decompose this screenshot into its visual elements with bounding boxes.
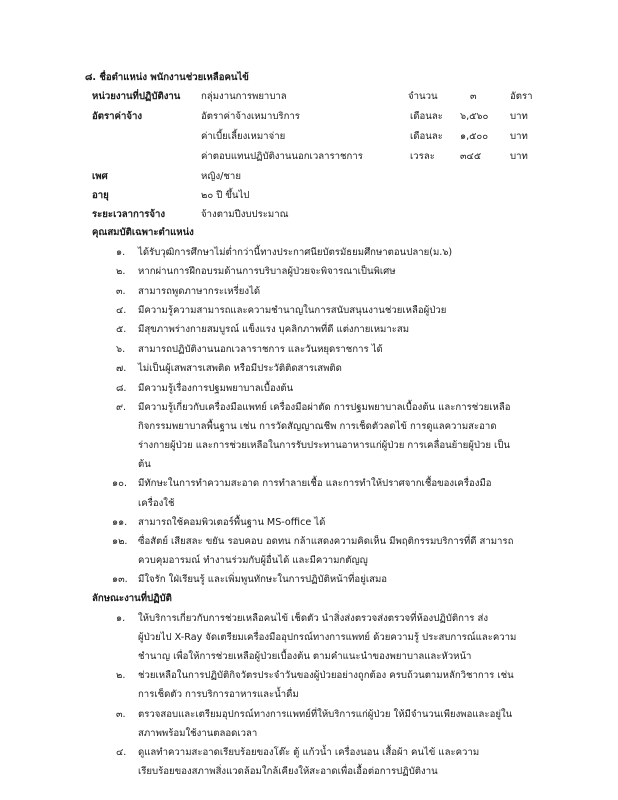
wage-name: ค่าเบี้ยเลี้ยงเหมาจ่าย bbox=[201, 131, 286, 142]
list-number: ๑๑. bbox=[112, 517, 128, 528]
wage-amount: ๑,๕๐๐ bbox=[460, 131, 489, 142]
list-item: ได้รับวุฒิการศึกษาไม่ต่ำกว่านี้ทางประกาศนียบัตรมัธยมศึกษาตอนปลาย(ม.๖) bbox=[138, 247, 453, 258]
wage-name: ค่าตอบแทนปฏิบัติงานนอกเวลาราชการ bbox=[201, 151, 363, 162]
count-value: ๓ bbox=[470, 91, 477, 102]
list-number: ๕. bbox=[116, 324, 127, 335]
list-number: ๒. bbox=[116, 670, 126, 681]
list-number: ๔. bbox=[116, 305, 127, 316]
wage-amount: ๓๔๕ bbox=[460, 151, 482, 162]
list-number: ๑๓. bbox=[112, 574, 128, 585]
wage-unit: บาท bbox=[510, 111, 528, 122]
list-number: ๘. bbox=[116, 383, 127, 394]
wage-unit: บาท bbox=[510, 151, 528, 162]
list-number: ๒. bbox=[116, 266, 126, 277]
list-item-continuation: สภาพพร้อมใช้งานตลอดเวลา bbox=[138, 728, 258, 739]
wage-period: เดือนละ bbox=[410, 111, 443, 122]
list-item: มีความรู้เกี่ยวกับเครื่องมือแพทย์ เครื่องมือผ่าตัด การปฐมพยาบาลเบื้องต้น และการช่วยเหลือ bbox=[138, 402, 511, 413]
wage-amount: ๖,๕๖๐ bbox=[460, 111, 489, 122]
list-item-continuation: ต้น bbox=[138, 459, 151, 470]
list-item-continuation: เครื่องใช้ bbox=[138, 498, 175, 509]
list-item-continuation: ชำนาญ เพื่อให้การช่วยเหลือผู้ป่วยเบื้องต้น ตามคำแนะนำของพยาบาลและหัวหน้า bbox=[138, 651, 472, 662]
list-item: มีความรู้เรื่องการปฐมพยาบาลเบื้องต้น bbox=[138, 383, 294, 394]
count-unit: อัตรา bbox=[510, 91, 533, 102]
employment-period-label: ระยะเวลาการจ้าง bbox=[92, 209, 166, 220]
list-item: ซื่อสัตย์ เสียสละ ขยัน รอบคอบ อดทน กล้าแสดงความคิดเห็น มีพฤติกรรมบริการที่ดี สามารถ bbox=[138, 536, 514, 547]
duties-title: ลักษณะงานที่ปฏิบัติ bbox=[92, 593, 172, 604]
unit-label: หน่วยงานที่ปฏิบัติงาน bbox=[92, 91, 181, 102]
list-item-continuation: กิจกรรมพยาบาลพื้นฐาน เช่น การวัดสัญญาณชีพ การเช็ดตัวลดไข้ การดูแลความสะอาด bbox=[138, 421, 497, 432]
list-item-continuation: เรียบร้อยของสภาพสิ่งแวดล้อมใกล้เคียงให้สะอาดเพื่อเอื้อต่อการปฏิบัติงาน bbox=[138, 766, 438, 777]
list-item-continuation: การเช็ดตัว การบริการอาหารและน้ำดื่ม bbox=[138, 689, 299, 700]
unit-value: กลุ่มงานการพยาบาล bbox=[201, 91, 287, 102]
age-value: ๒๐ ปี ขึ้นไป bbox=[201, 190, 250, 201]
list-item-continuation: ควบคุมอารมณ์ ทำงานร่วมกับผู้อื่นได้ และมีความกตัญญู bbox=[138, 555, 368, 566]
list-item: มีความรู้ความสามารถและความชำนาญในการสนับสนุนงานช่วยเหลือผู้ป่วย bbox=[138, 305, 447, 316]
wage-unit: บาท bbox=[510, 131, 528, 142]
wage-period: เดือนละ bbox=[410, 131, 443, 142]
list-item: ช่วยเหลือในการปฏิบัติกิจวัตรประจำวันของผู้ป่วยอย่างถูกต้อง ครบถ้วนตามหลักวิชาการ เช่น bbox=[138, 670, 514, 681]
wage-label: อัตราค่าจ้าง bbox=[92, 111, 143, 122]
list-item: สามารถพูดภาษากระเหรี่ยงได้ bbox=[138, 286, 261, 297]
list-item: มีทักษะในการทำความสะอาด การทำลายเชื้อ และการทำให้ปราศจากเชื้อของเครื่องมือ bbox=[138, 478, 492, 489]
list-item: มีสุขภาพร่างกายสมบูรณ์ แข็งแรง บุคลิกภาพที่ดี แต่งกายเหมาะสม bbox=[138, 324, 410, 335]
list-number: ๑. bbox=[116, 613, 126, 624]
list-item: ไม่เป็นผู้เสพสารเสพติด หรือมีประวัติติดสารเสพติด bbox=[138, 363, 342, 374]
list-item-continuation: ผู้ป่วยไป X-Ray จัดเตรียมเครื่องมืออุปกรณ์ทางการแพทย์ ด้วยความรู้ ประสบการณ์และความ bbox=[138, 632, 517, 643]
position-heading: ๘. ชื่อตำแหน่ง พนักงานช่วยเหลือคนไข้ bbox=[85, 72, 249, 83]
list-number: ๓. bbox=[116, 286, 126, 297]
qualifications-title: คุณสมบัติเฉพาะตำแหน่ง bbox=[92, 227, 194, 238]
list-item: ดูแลทำความสะอาดเรียบร้อยของโต๊ะ ตู้ แก้วน้ำ เครื่องนอน เสื้อผ้า คนไข้ และความ bbox=[138, 747, 480, 758]
list-item: สามารถใช้คอมพิวเตอร์พื้นฐาน MS-office ได้ bbox=[138, 517, 326, 528]
list-item: ตรวจสอบและเตรียมอุปกรณ์ทางการแพทย์ที่ให้บริการแก่ผู้ป่วย ให้มีจำนวนเพียงพอและอยู่ใน bbox=[138, 709, 513, 720]
sex-value: หญิง/ชาย bbox=[201, 171, 241, 182]
list-item: หากผ่านการฝึกอบรมด้านการบริบาลผู้ป่วยจะพิจารณาเป็นพิเศษ bbox=[138, 266, 396, 277]
list-number: ๔. bbox=[116, 747, 127, 758]
list-item: ให้บริการเกี่ยวกับการช่วยเหลือคนไข้ เช็ดตัว นำสิ่งส่งตรวจส่งตรวจที่ห้องปฏิบัติการ ส่ง bbox=[138, 613, 489, 624]
list-item: สามารถปฏิบัติงานนอกเวลาราชการ และวันหยุดราชการ ได้ bbox=[138, 344, 383, 355]
list-item: มีใจรัก ใฝ่เรียนรู้ และเพิ่มพูนทักษะในการปฏิบัติหน้าที่อยู่เสมอ bbox=[138, 574, 388, 585]
list-number: ๖. bbox=[116, 344, 126, 355]
list-item-continuation: ร่างกายผู้ป่วย และการช่วยเหลือในการรับประทานอาหารแก่ผู้ป่วย การเคลื่อนย้ายผู้ป่วย เป็น bbox=[138, 440, 510, 451]
list-number: ๑๐. bbox=[112, 478, 127, 489]
list-number: ๓. bbox=[116, 709, 126, 720]
sex-label: เพศ bbox=[92, 171, 108, 182]
list-number: ๙. bbox=[116, 402, 127, 413]
count-label: จำนวน bbox=[408, 91, 438, 102]
employment-period-value: จ้างตามปีงบประมาณ bbox=[201, 209, 289, 220]
wage-period: เวรละ bbox=[410, 151, 435, 162]
list-number: ๑. bbox=[116, 247, 126, 258]
list-number: ๗. bbox=[116, 363, 127, 374]
wage-name: อัตราค่าจ้างเหมาบริการ bbox=[201, 111, 300, 122]
age-label: อายุ bbox=[92, 190, 109, 201]
list-number: ๑๒. bbox=[112, 536, 128, 547]
